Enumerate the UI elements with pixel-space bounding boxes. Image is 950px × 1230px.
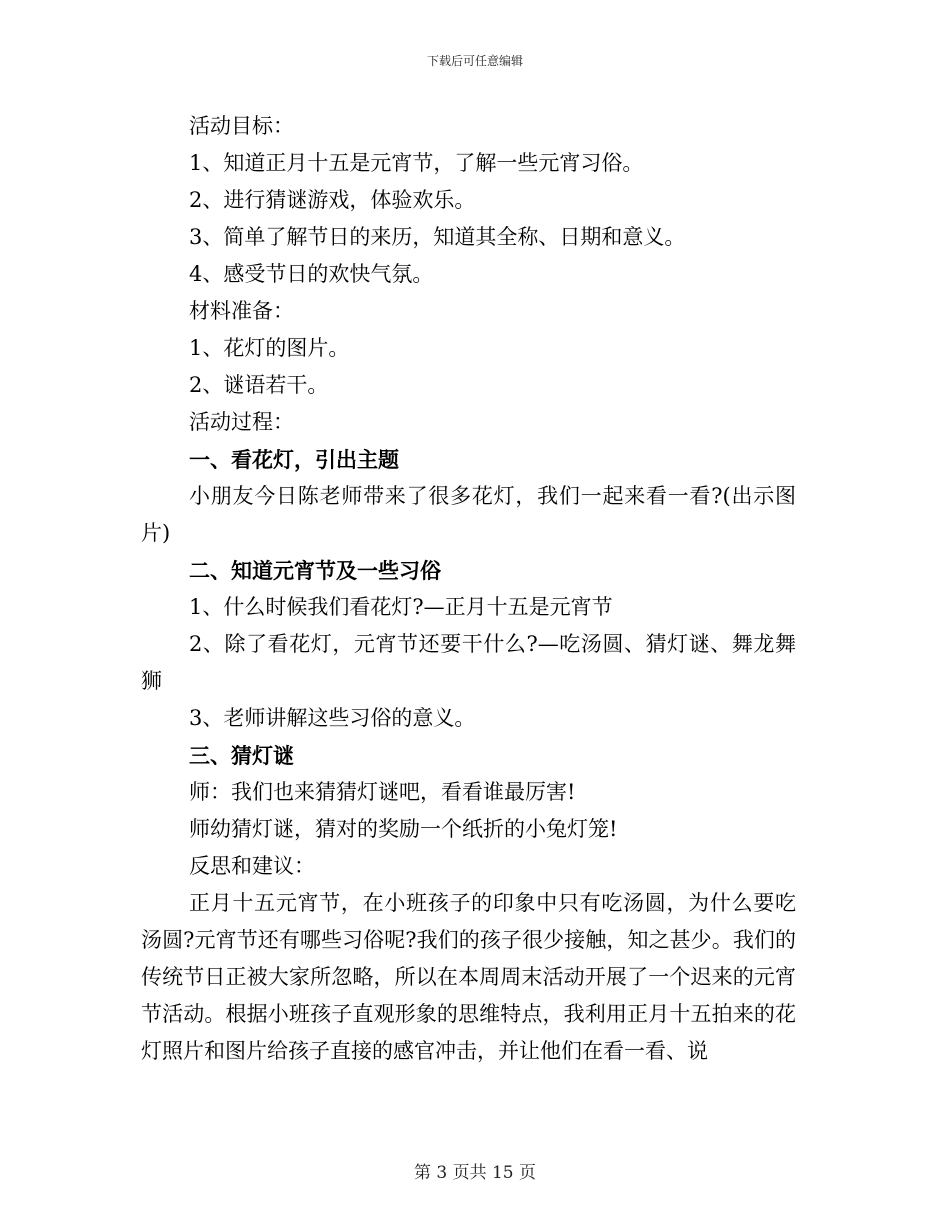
section-2-item-3: 3、老师讲解这些习俗的意义。 [189, 706, 476, 730]
material-item-2: 2、谜语若干。 [189, 373, 329, 397]
document-body [141, 108, 796, 1070]
page-header: 下载后可任意编辑 [426, 54, 523, 68]
section-1-text: 小朋友今日陈老师带来了很多花灯，我们一起来看一看?(出示图片) [141, 484, 796, 545]
section-heading-2: 二、知道元宵节及一些习俗 [189, 558, 441, 583]
goal-item-2: 2、进行猜谜游戏，体验欢乐。 [189, 188, 476, 212]
section-heading-1: 一、看花灯，引出主题 [189, 447, 399, 472]
heading-activity-goals: 活动目标： [189, 114, 294, 138]
goal-item-4: 4、感受节日的欢快气氛。 [189, 262, 434, 286]
material-item-1: 1、花灯的图片。 [189, 336, 350, 360]
heading-materials: 材料准备： [189, 299, 294, 323]
section-3-text-2: 师幼猜灯谜，猜对的奖励一个纸折的小兔灯笼! [189, 817, 618, 841]
heading-reflection: 反思和建议： [189, 854, 315, 878]
goal-item-1: 1、知道正月十五是元宵节，了解一些元宵习俗。 [189, 151, 644, 175]
section-heading-3: 三、猜灯谜 [189, 743, 294, 768]
section-2-item-2: 2、除了看花灯，元宵节还要干什么?—吃汤圆、猜灯谜、舞龙舞狮 [141, 632, 796, 693]
goal-item-3: 3、简单了解节日的来历，知道其全称、日期和意义。 [189, 225, 686, 249]
page-footer: 第 3 页共 15 页 [413, 1163, 537, 1183]
reflection-paragraph: 正月十五元宵节，在小班孩子的印象中只有吃汤圆，为什么要吃汤圆?元宵节还有哪些习俗呢?我们的孩子很少接触，知之甚少。我们的传统节日正被大家所忽略，所以在本周周末活动开展了一个迟来的元宵节活动。根据小班孩子直观形象的思维特点，我利用正月十五拍来的花灯照片和图片给孩子直接的感官冲击，并让他们在看一看、说 [141, 891, 796, 1063]
heading-process: 活动过程： [189, 410, 294, 434]
section-3-text-1: 师：我们也来猜猜灯谜吧，看看谁最厉害! [189, 780, 576, 804]
section-2-item-1: 1、什么时候我们看花灯?—正月十五是元宵节 [189, 595, 613, 619]
